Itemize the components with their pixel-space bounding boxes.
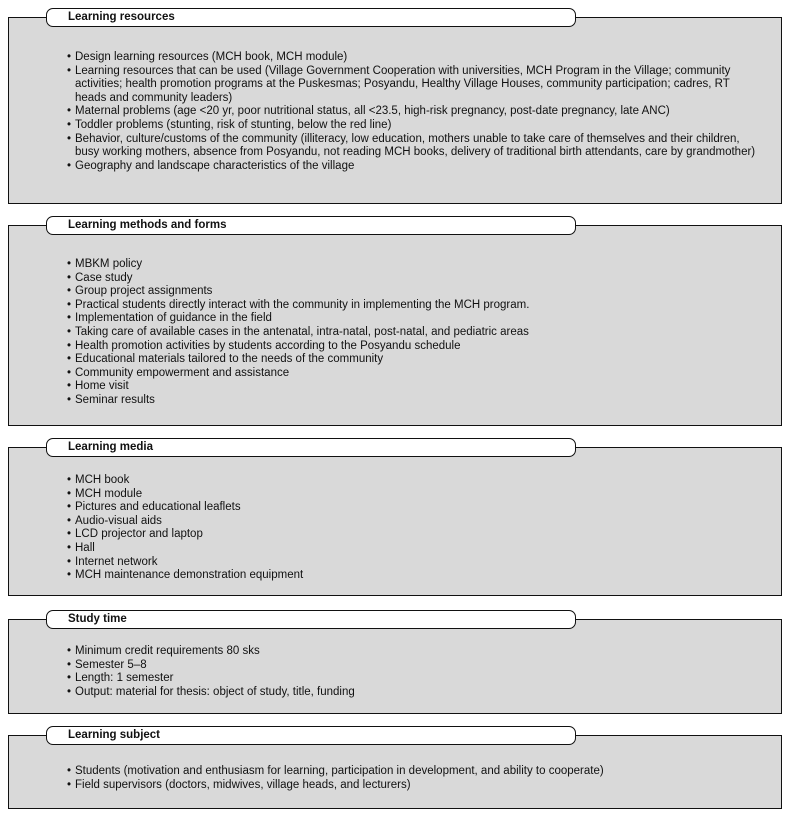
section-learning-media	[8, 438, 782, 596]
section-title: Learning methods and forms	[46, 216, 576, 235]
list-item: • Taking care of available cases in the antenatal, intra-natal, post-natal, and pediatric areas	[67, 326, 758, 340]
list-item: • Design learning resources (MCH book, MCH module)	[67, 51, 758, 65]
list-item: • MCH maintenance demonstration equipment	[67, 569, 758, 583]
list-item: • Home visit	[67, 380, 758, 394]
section-learning-resources	[8, 8, 782, 204]
section-learning-methods	[8, 216, 782, 426]
list-item: • Length: 1 semester	[67, 672, 758, 686]
list-item: • LCD projector and laptop	[67, 528, 758, 542]
list-item: • Audio-visual aids	[67, 515, 758, 529]
section-study-time	[8, 610, 782, 714]
list-item: • Geography and landscape characteristics of the village	[67, 160, 758, 174]
list-item: • Toddler problems (stunting, risk of stunting, below the red line)	[67, 119, 758, 133]
list-item: • Field supervisors (doctors, midwives, village heads, and lecturers)	[67, 779, 758, 793]
section-title: Learning media	[46, 438, 576, 457]
section-title: Learning subject	[46, 726, 576, 745]
list-item: • Pictures and educational leaflets	[67, 501, 758, 515]
list-item: • Practical students directly interact with the community in implementing the MCH program.	[67, 299, 758, 313]
list-item: • Hall	[67, 542, 758, 556]
list-item: • Implementation of guidance in the field	[67, 312, 758, 326]
list-item: • Seminar results	[67, 394, 758, 408]
list-item: • MBKM policy	[67, 258, 758, 272]
section-learning-subject	[8, 726, 782, 809]
list-item: • Learning resources that can be used (Village Government Cooperation with universities, MCH Program in the Village; community activities; health promotion programs at the Puskesmas; Posyandu, Healthy Village Houses, community participation; cadres, RT heads and community leaders)	[67, 65, 758, 106]
list-item: • Case study	[67, 272, 758, 286]
list-item: • Behavior, culture/customs of the community (illiteracy, low education, mothers unable to take care of themselves and their children, busy working mothers, absence from Posyandu, not reading MCH books, delivery of traditional birth attendants, care by grandmother)	[67, 133, 758, 160]
item-list	[67, 474, 758, 583]
list-item: • Community empowerment and assistance	[67, 367, 758, 381]
list-item: • Semester 5–8	[67, 659, 758, 673]
item-list	[67, 258, 758, 408]
item-list	[67, 765, 758, 792]
list-item: • Health promotion activities by students according to the Posyandu schedule	[67, 340, 758, 354]
section-title: Study time	[46, 610, 576, 629]
item-list	[67, 645, 758, 699]
list-item: • Group project assignments	[67, 285, 758, 299]
list-item: • Minimum credit requirements 80 sks	[67, 645, 758, 659]
section-title: Learning resources	[46, 8, 576, 27]
list-item: • Educational materials tailored to the needs of the community	[67, 353, 758, 367]
list-item: • Students (motivation and enthusiasm for learning, participation in development, and ability to cooperate)	[67, 765, 758, 779]
list-item: • Maternal problems (age <20 yr, poor nutritional status, all <23.5, high-risk pregnancy, post-date pregnancy, late ANC)	[67, 105, 758, 119]
list-item: • Internet network	[67, 556, 758, 570]
item-list	[67, 51, 758, 173]
list-item: • MCH book	[67, 474, 758, 488]
list-item: • Output: material for thesis: object of study, title, funding	[67, 686, 758, 700]
list-item: • MCH module	[67, 488, 758, 502]
